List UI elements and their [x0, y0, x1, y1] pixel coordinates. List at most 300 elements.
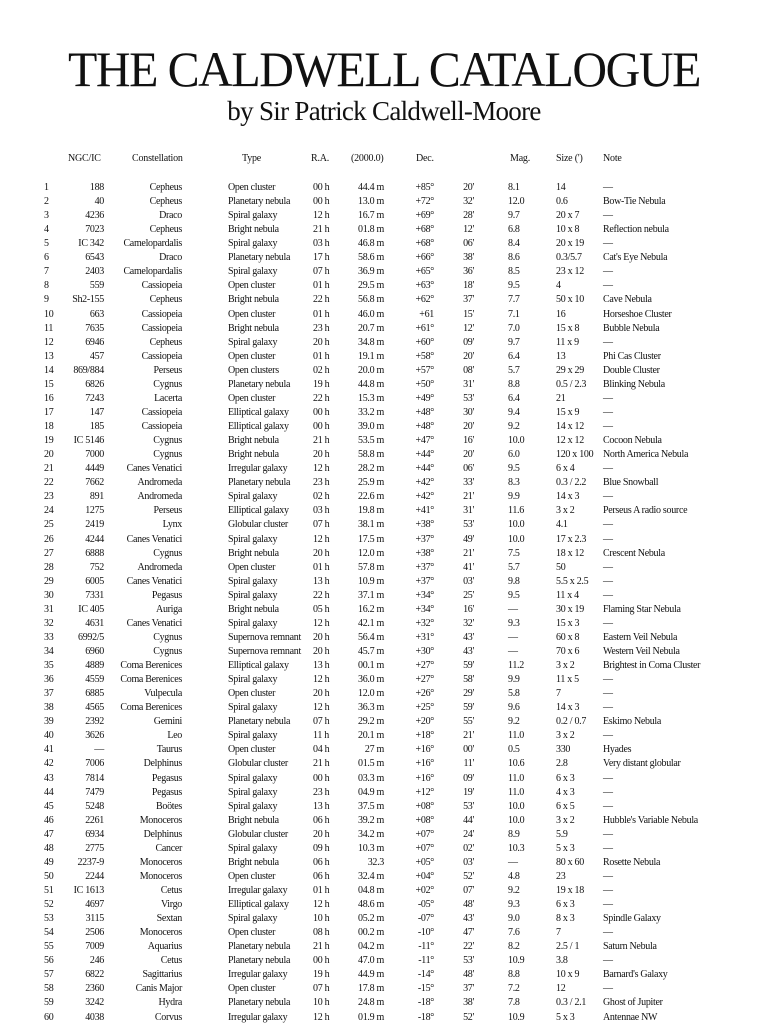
- type-cell: Bright nebula: [228, 224, 279, 236]
- table-row: [0, 589, 768, 603]
- row-number: 6: [44, 252, 49, 264]
- note-cell: —: [603, 336, 613, 348]
- note-cell: —: [603, 561, 613, 573]
- row-number: 58: [44, 983, 54, 995]
- dec-degrees-cell: +34°: [415, 589, 434, 601]
- dec-minutes-cell: 21': [463, 491, 474, 503]
- type-cell: Planetary nebula: [228, 378, 291, 390]
- table-header: [0, 152, 768, 166]
- table-row: [0, 336, 768, 350]
- row-number: 26: [44, 533, 54, 545]
- note-cell: —: [603, 406, 613, 418]
- type-cell: Spiral galaxy: [228, 702, 278, 714]
- row-number: 32: [44, 617, 54, 629]
- ngc-cell: 663: [89, 308, 104, 320]
- note-cell: Perseus A radio source: [603, 505, 688, 517]
- dec-minutes-cell: 22': [463, 941, 474, 953]
- magnitude-cell: 8.5: [508, 266, 520, 278]
- ra-minutes-cell: 01.8 m: [358, 224, 384, 236]
- ra-minutes-cell: 44.4 m: [358, 182, 384, 193]
- ra-minutes-cell: 29.5 m: [358, 280, 384, 292]
- type-cell: Spiral galaxy: [228, 786, 278, 798]
- note-cell: Very distant globular: [603, 758, 681, 770]
- magnitude-cell: 12.0: [508, 196, 525, 208]
- table-row: [0, 322, 768, 336]
- constellation-cell: Pegasus: [151, 589, 182, 601]
- magnitude-cell: 9.3: [508, 617, 520, 629]
- dec-degrees-cell: +07°: [415, 828, 434, 840]
- dec-minutes-cell: 48': [463, 969, 474, 981]
- dec-degrees-cell: -14°: [417, 969, 434, 981]
- header-note: Note: [603, 153, 622, 164]
- size-cell: 3 x 2: [556, 730, 575, 742]
- ra-minutes-cell: 58.6 m: [358, 252, 384, 264]
- row-number: 57: [44, 969, 54, 981]
- dec-minutes-cell: 24': [463, 828, 474, 840]
- ngc-cell: IC 342: [78, 238, 104, 250]
- row-number: 48: [44, 842, 54, 854]
- row-number: 7: [44, 266, 49, 278]
- note-cell: Hyades: [603, 744, 632, 756]
- type-cell: Open cluster: [228, 350, 276, 362]
- constellation-cell: Canes Venatici: [126, 575, 182, 587]
- magnitude-cell: 4.8: [508, 870, 520, 882]
- dec-degrees-cell: +38°: [415, 519, 434, 531]
- dec-degrees-cell: +61: [419, 308, 434, 320]
- note-cell: —: [603, 392, 613, 404]
- note-cell: Phi Cas Cluster: [603, 350, 661, 362]
- ngc-cell: IC 405: [78, 603, 104, 615]
- constellation-cell: Auriga: [156, 603, 182, 615]
- ra-minutes-cell: 33.2 m: [358, 406, 384, 418]
- dec-minutes-cell: 06': [463, 463, 474, 475]
- row-number: 53: [44, 913, 54, 925]
- size-cell: 0.2 / 0.7: [556, 716, 587, 728]
- ngc-cell: 1275: [85, 505, 104, 517]
- type-cell: Open cluster: [228, 561, 276, 573]
- ra-hours-cell: 00 h: [313, 955, 330, 967]
- magnitude-cell: 8.4: [508, 238, 520, 250]
- magnitude-cell: 5.8: [508, 688, 520, 700]
- dec-degrees-cell: +08°: [415, 814, 434, 826]
- ra-minutes-cell: 04.2 m: [358, 941, 384, 953]
- magnitude-cell: 8.3: [508, 477, 520, 489]
- ngc-cell: 147: [89, 406, 104, 418]
- dec-degrees-cell: +20°: [415, 716, 434, 728]
- note-cell: Eastern Veil Nebula: [603, 631, 678, 643]
- dec-minutes-cell: 48': [463, 899, 474, 911]
- table-row: [0, 237, 768, 251]
- note-cell: Cave Nebula: [603, 294, 652, 306]
- ra-minutes-cell: 17.5 m: [358, 533, 384, 545]
- table-row: [0, 743, 768, 757]
- constellation-cell: Canes Venatici: [126, 617, 182, 629]
- ra-minutes-cell: 12.0 m: [358, 688, 384, 700]
- ra-hours-cell: 21 h: [313, 224, 330, 236]
- ngc-cell: 4449: [85, 463, 104, 475]
- type-cell: Open cluster: [228, 688, 276, 700]
- type-cell: Spiral galaxy: [228, 617, 278, 629]
- magnitude-cell: 9.2: [508, 716, 520, 728]
- dec-degrees-cell: +27°: [415, 674, 434, 686]
- ngc-cell: 6826: [85, 378, 104, 390]
- ra-hours-cell: 20 h: [313, 688, 330, 700]
- dec-degrees-cell: +49°: [415, 392, 434, 404]
- size-cell: 7: [556, 927, 561, 939]
- magnitude-cell: 10.9: [508, 955, 525, 967]
- size-cell: 5 x 3: [556, 842, 575, 854]
- dec-degrees-cell: +66°: [415, 252, 434, 264]
- ngc-cell: 7006: [85, 758, 104, 770]
- ra-minutes-cell: 57.8 m: [358, 561, 384, 573]
- ngc-cell: 188: [89, 182, 104, 193]
- table-row: [0, 814, 768, 828]
- table-row: [0, 645, 768, 659]
- ngc-cell: 869/884: [73, 364, 104, 376]
- size-cell: 330: [556, 744, 571, 756]
- constellation-cell: Canis Major: [135, 983, 182, 995]
- constellation-cell: Camelopardalis: [123, 238, 182, 250]
- note-cell: —: [603, 280, 613, 292]
- ngc-cell: 246: [89, 955, 104, 967]
- table-row: [0, 701, 768, 715]
- magnitude-cell: 10.6: [508, 758, 525, 770]
- ngc-cell: 4236: [85, 210, 104, 222]
- ngc-cell: 4565: [85, 702, 104, 714]
- ngc-cell: 185: [89, 421, 104, 433]
- ra-hours-cell: 01 h: [313, 280, 330, 292]
- ngc-cell: 7009: [85, 941, 104, 953]
- dec-minutes-cell: 59': [463, 660, 474, 672]
- note-cell: —: [603, 589, 613, 601]
- type-cell: Spiral galaxy: [228, 842, 278, 854]
- row-number: 28: [44, 561, 54, 573]
- type-cell: Spiral galaxy: [228, 674, 278, 686]
- ngc-cell: 7331: [85, 589, 104, 601]
- note-cell: —: [603, 786, 613, 798]
- ra-minutes-cell: 20.1 m: [358, 730, 384, 742]
- row-number: 10: [44, 308, 54, 320]
- note-cell: —: [603, 463, 613, 475]
- magnitude-cell: 9.8: [508, 575, 520, 587]
- magnitude-cell: 8.6: [508, 252, 520, 264]
- constellation-cell: Hydra: [158, 997, 182, 1009]
- dec-degrees-cell: -11°: [418, 955, 434, 967]
- row-number: 29: [44, 575, 54, 587]
- ngc-cell: IC 1613: [73, 885, 104, 896]
- dec-degrees-cell: +58°: [415, 350, 434, 362]
- ra-hours-cell: 07 h: [313, 519, 330, 531]
- constellation-cell: Boötes: [156, 800, 182, 812]
- ra-minutes-cell: 05.2 m: [358, 913, 384, 925]
- note-cell: Flaming Star Nebula: [603, 603, 681, 615]
- constellation-cell: Monoceros: [139, 927, 182, 939]
- constellation-cell: Cepheus: [149, 224, 182, 236]
- table-row: [0, 308, 768, 322]
- ra-hours-cell: 12 h: [313, 463, 330, 475]
- row-number: 42: [44, 758, 54, 770]
- dec-degrees-cell: +05°: [415, 856, 434, 868]
- row-number: 8: [44, 280, 49, 292]
- size-cell: 6 x 5: [556, 800, 575, 812]
- size-cell: 12 x 12: [556, 435, 584, 447]
- table-row: [0, 490, 768, 504]
- ra-minutes-cell: 37.5 m: [358, 800, 384, 812]
- type-cell: Spiral galaxy: [228, 575, 278, 587]
- dec-degrees-cell: +65°: [415, 266, 434, 278]
- ngc-cell: 4038: [85, 1011, 104, 1023]
- ngc-cell: 2237-9: [77, 856, 104, 868]
- row-number: 40: [44, 730, 54, 742]
- ra-hours-cell: 12 h: [313, 702, 330, 714]
- ra-hours-cell: 23 h: [313, 786, 330, 798]
- row-number: 52: [44, 899, 54, 911]
- size-cell: 15 x 3: [556, 617, 580, 629]
- dec-minutes-cell: 55': [463, 716, 474, 728]
- type-cell: Bright nebula: [228, 603, 279, 615]
- note-cell: —: [603, 182, 613, 193]
- dec-degrees-cell: +31°: [415, 631, 434, 643]
- row-number: 14: [44, 364, 54, 376]
- note-cell: Spindle Galaxy: [603, 913, 661, 925]
- note-cell: —: [603, 210, 613, 222]
- magnitude-cell: 9.9: [508, 674, 520, 686]
- row-number: 47: [44, 828, 54, 840]
- dec-degrees-cell: +32°: [415, 617, 434, 629]
- table-row: [0, 181, 768, 195]
- dec-degrees-cell: -11°: [418, 941, 434, 953]
- constellation-cell: Cassiopeia: [141, 421, 182, 433]
- ra-hours-cell: 23 h: [313, 477, 330, 489]
- type-cell: Bright nebula: [228, 449, 279, 461]
- ngc-cell: 2506: [85, 927, 104, 939]
- ra-hours-cell: 12 h: [313, 210, 330, 222]
- ra-minutes-cell: 45.7 m: [358, 645, 384, 657]
- row-number: 11: [44, 322, 54, 334]
- dec-degrees-cell: +60°: [415, 336, 434, 348]
- row-number: 2: [44, 196, 49, 208]
- note-cell: Hubble's Variable Nebula: [603, 814, 698, 826]
- ra-hours-cell: 12 h: [313, 617, 330, 629]
- magnitude-cell: 6.0: [508, 449, 520, 461]
- table-row: [0, 265, 768, 279]
- size-cell: 3 x 2: [556, 814, 575, 826]
- constellation-cell: Draco: [159, 210, 182, 222]
- row-number: 38: [44, 702, 54, 714]
- ra-minutes-cell: 01.9 m: [358, 1011, 384, 1023]
- table-row: [0, 392, 768, 406]
- ngc-cell: 3115: [85, 913, 104, 925]
- ngc-cell: 891: [89, 491, 104, 503]
- magnitude-cell: 11.0: [508, 730, 524, 742]
- ra-minutes-cell: 12.0 m: [358, 547, 384, 559]
- ngc-cell: 3242: [85, 997, 104, 1009]
- ra-minutes-cell: 04.8 m: [358, 885, 384, 896]
- table-row: [0, 772, 768, 786]
- table-row: [0, 561, 768, 575]
- size-cell: 12: [556, 983, 566, 995]
- dec-minutes-cell: 09': [463, 336, 474, 348]
- table-row: [0, 631, 768, 645]
- size-cell: 0.3/5.7: [556, 252, 582, 264]
- size-cell: 17 x 2.3: [556, 533, 587, 545]
- magnitude-cell: 6.4: [508, 350, 520, 362]
- size-cell: 14: [556, 182, 566, 193]
- dec-degrees-cell: +68°: [415, 238, 434, 250]
- dec-degrees-cell: +25°: [415, 702, 434, 714]
- ngc-cell: 6822: [85, 969, 104, 981]
- note-cell: —: [603, 533, 613, 545]
- type-cell: Bright nebula: [228, 322, 279, 334]
- ngc-cell: 2775: [85, 842, 104, 854]
- ra-minutes-cell: 39.0 m: [358, 421, 384, 433]
- note-cell: Blue Snowball: [603, 477, 659, 489]
- magnitude-cell: 9.0: [508, 913, 520, 925]
- table-row: [0, 884, 768, 898]
- type-cell: Supernova remnant: [228, 645, 301, 657]
- note-cell: Rosette Nebula: [603, 856, 661, 868]
- dec-minutes-cell: 53': [463, 519, 474, 531]
- type-cell: Elliptical galaxy: [228, 421, 289, 433]
- type-cell: Open cluster: [228, 983, 276, 995]
- note-cell: Cocoon Nebula: [603, 435, 662, 447]
- row-number: 19: [44, 435, 54, 447]
- note-cell: Reflection nebula: [603, 224, 669, 236]
- constellation-cell: Lynx: [162, 519, 182, 531]
- note-cell: —: [603, 800, 613, 812]
- constellation-cell: Delphinus: [143, 828, 182, 840]
- table-row: [0, 293, 768, 307]
- dec-minutes-cell: 31': [463, 378, 474, 390]
- dec-minutes-cell: 44': [463, 814, 474, 826]
- note-cell: —: [603, 674, 613, 686]
- ra-hours-cell: 21 h: [313, 941, 330, 953]
- magnitude-cell: 9.9: [508, 491, 520, 503]
- header-constellation: Constellation: [132, 153, 183, 164]
- magnitude-cell: 9.5: [508, 589, 520, 601]
- note-cell: Blinking Nebula: [603, 378, 665, 390]
- ra-minutes-cell: 44.8 m: [358, 378, 384, 390]
- table-row: [0, 786, 768, 800]
- size-cell: 19 x 18: [556, 885, 584, 896]
- type-cell: Open cluster: [228, 280, 276, 292]
- dec-degrees-cell: +47°: [415, 435, 434, 447]
- ra-hours-cell: 03 h: [313, 505, 330, 517]
- row-number: 20: [44, 449, 54, 461]
- ngc-cell: 6946: [85, 336, 104, 348]
- note-cell: Cat's Eye Nebula: [603, 252, 668, 264]
- constellation-cell: Cassiopeia: [141, 280, 182, 292]
- note-cell: Western Veil Nebula: [603, 645, 680, 657]
- ra-hours-cell: 17 h: [313, 252, 330, 264]
- ra-hours-cell: 06 h: [313, 814, 330, 826]
- ra-minutes-cell: 42.1 m: [358, 617, 384, 629]
- constellation-cell: Cepheus: [149, 294, 182, 306]
- size-cell: 120 x 100: [556, 449, 594, 461]
- magnitude-cell: 9.5: [508, 463, 520, 475]
- ra-hours-cell: 20 h: [313, 547, 330, 559]
- note-cell: Eskimo Nebula: [603, 716, 662, 728]
- ra-minutes-cell: 16.7 m: [358, 210, 384, 222]
- table-row: [0, 518, 768, 532]
- constellation-cell: Camelopardalis: [123, 266, 182, 278]
- table-row: [0, 1011, 768, 1025]
- table-row: [0, 364, 768, 378]
- type-cell: Globular cluster: [228, 519, 288, 531]
- dec-minutes-cell: 29': [463, 688, 474, 700]
- magnitude-cell: 9.4: [508, 406, 520, 418]
- ra-hours-cell: 12 h: [313, 1011, 330, 1023]
- dec-degrees-cell: +34°: [415, 603, 434, 615]
- type-cell: Spiral galaxy: [228, 800, 278, 812]
- constellation-cell: Cetus: [160, 885, 182, 896]
- constellation-cell: Cassiopeia: [141, 322, 182, 334]
- ra-minutes-cell: 36.3 m: [358, 702, 384, 714]
- dec-minutes-cell: 38': [463, 997, 474, 1009]
- magnitude-cell: —: [508, 631, 518, 643]
- ra-hours-cell: 07 h: [313, 983, 330, 995]
- header-epoch: (2000.0): [351, 153, 384, 164]
- note-cell: Bubble Nebula: [603, 322, 660, 334]
- type-cell: Bright nebula: [228, 814, 279, 826]
- size-cell: 6 x 4: [556, 463, 575, 475]
- table-row: [0, 926, 768, 940]
- row-number: 23: [44, 491, 54, 503]
- dec-minutes-cell: 43': [463, 645, 474, 657]
- ra-hours-cell: 23 h: [313, 322, 330, 334]
- type-cell: Spiral galaxy: [228, 238, 278, 250]
- dec-degrees-cell: +26°: [415, 688, 434, 700]
- header-size: Size ('): [556, 153, 583, 164]
- dec-minutes-cell: 36': [463, 266, 474, 278]
- dec-minutes-cell: 15': [463, 308, 474, 320]
- ngc-cell: IC 5146: [73, 435, 104, 447]
- dec-degrees-cell: +16°: [415, 772, 434, 784]
- ngc-cell: 559: [89, 280, 104, 292]
- row-number: 54: [44, 927, 54, 939]
- ra-minutes-cell: 13.0 m: [358, 196, 384, 208]
- ra-hours-cell: 20 h: [313, 336, 330, 348]
- ngc-cell: 6888: [85, 547, 104, 559]
- constellation-cell: Cygnus: [153, 435, 182, 447]
- dec-degrees-cell: -05°: [417, 899, 434, 911]
- ngc-cell: 7635: [85, 322, 104, 334]
- type-cell: Open clusters: [228, 364, 279, 376]
- size-cell: 6 x 3: [556, 772, 575, 784]
- dec-degrees-cell: +04°: [415, 870, 434, 882]
- note-cell: —: [603, 772, 613, 784]
- note-cell: —: [603, 266, 613, 278]
- ra-minutes-cell: 36.0 m: [358, 674, 384, 686]
- ra-hours-cell: 20 h: [313, 828, 330, 840]
- type-cell: Spiral galaxy: [228, 491, 278, 503]
- dec-minutes-cell: 33': [463, 477, 474, 489]
- size-cell: 14 x 12: [556, 421, 584, 433]
- size-cell: 7: [556, 688, 561, 700]
- dec-minutes-cell: 58': [463, 674, 474, 686]
- constellation-cell: Andromeda: [137, 491, 182, 503]
- dec-minutes-cell: 25': [463, 589, 474, 601]
- type-cell: Spiral galaxy: [228, 266, 278, 278]
- constellation-cell: Vulpecula: [144, 688, 182, 700]
- constellation-cell: Andromeda: [137, 477, 182, 489]
- ra-minutes-cell: 20.0 m: [358, 364, 384, 376]
- size-cell: 70 x 6: [556, 645, 580, 657]
- table-row: [0, 898, 768, 912]
- type-cell: Spiral galaxy: [228, 336, 278, 348]
- type-cell: Irregular galaxy: [228, 463, 288, 475]
- dec-degrees-cell: +02°: [415, 885, 434, 896]
